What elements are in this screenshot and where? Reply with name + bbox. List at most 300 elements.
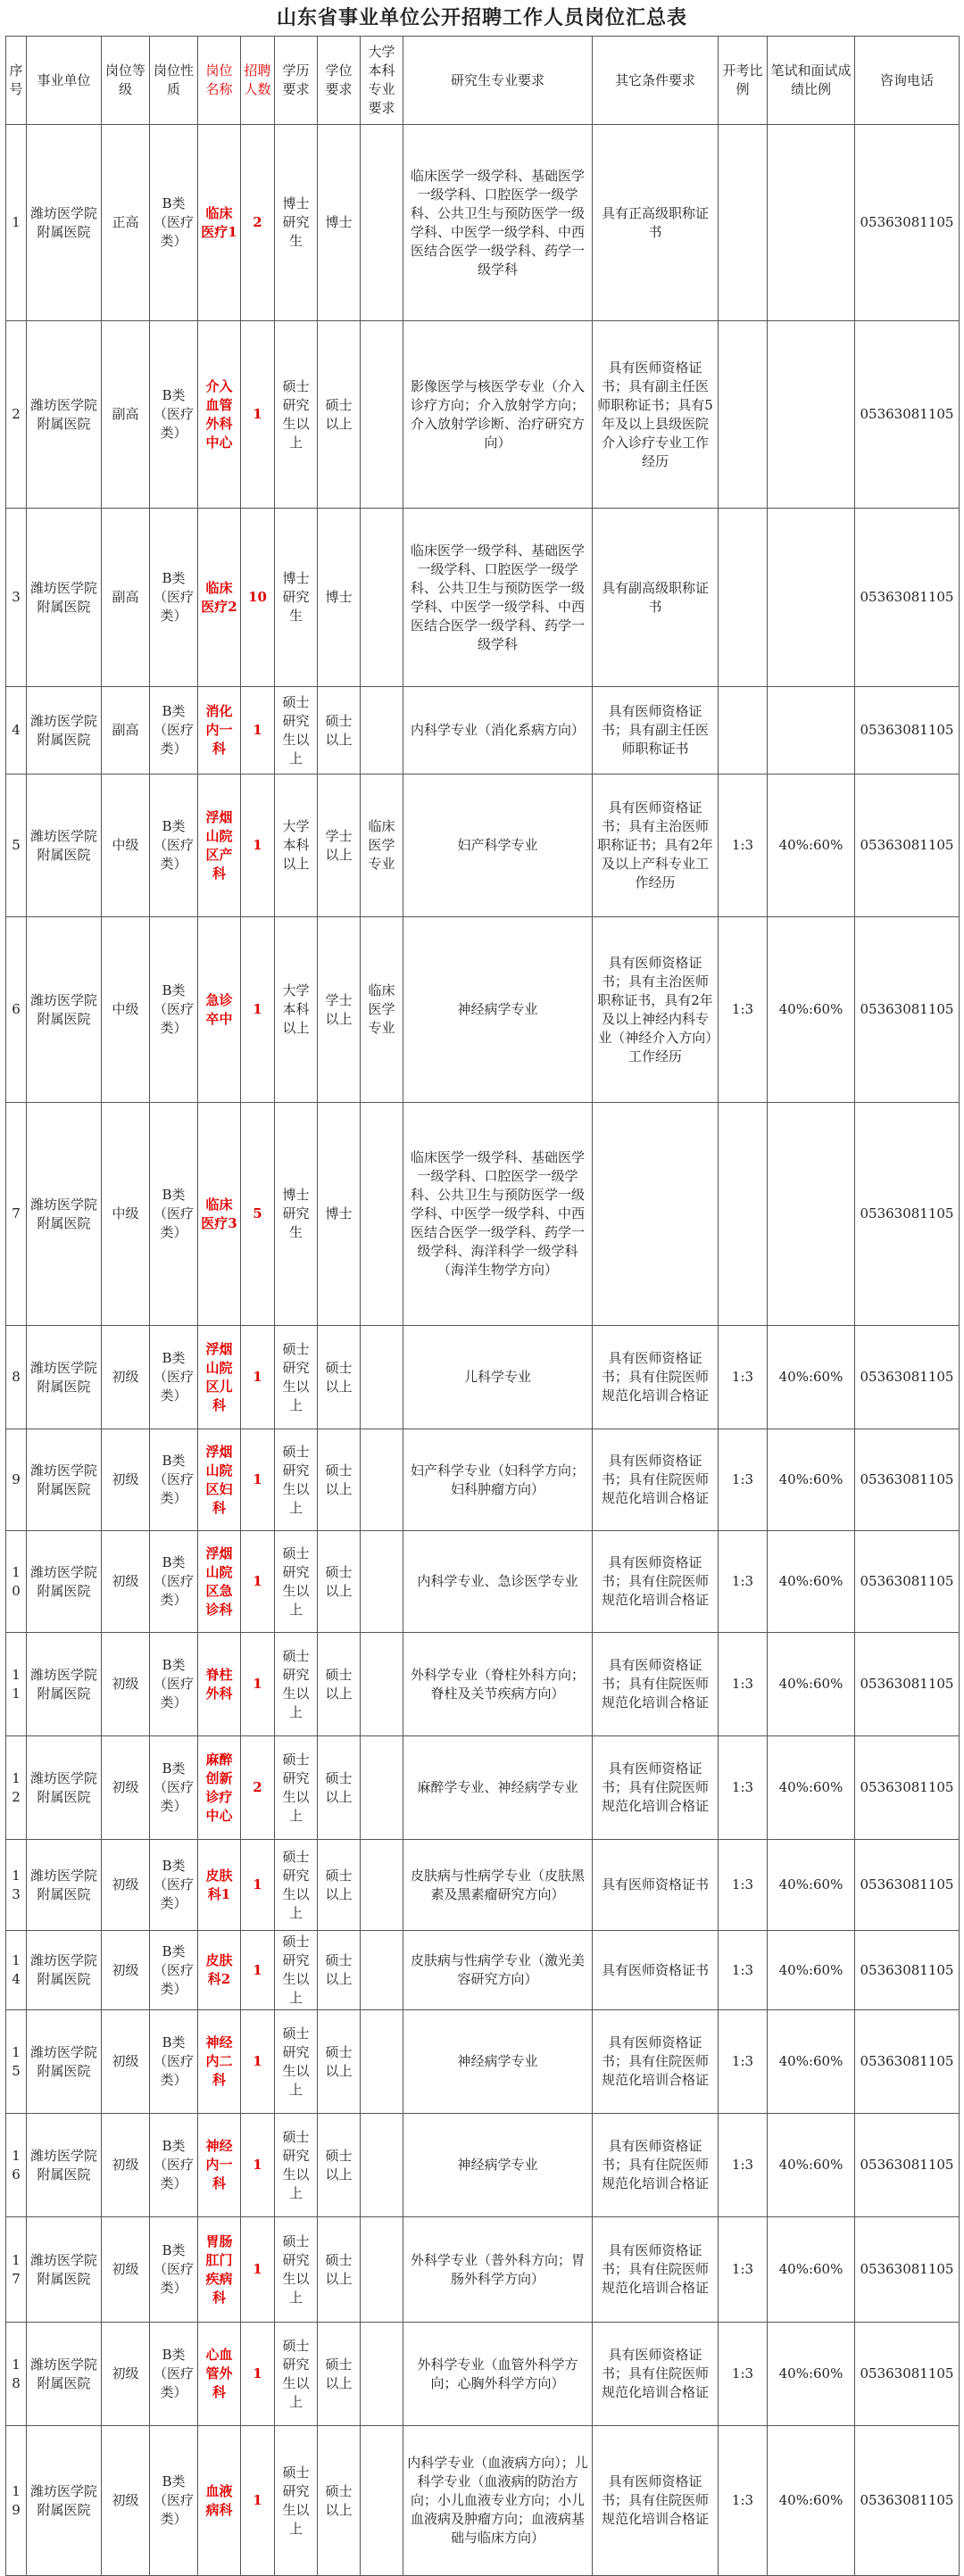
cell-phone: 05363081105 [855, 774, 960, 917]
cell-seq: 17 [6, 2217, 27, 2323]
cell-weight: 40%:60% [768, 2323, 855, 2426]
cell-other: 具有医师资格证书 [593, 1840, 719, 1931]
cell-level: 初级 [102, 2010, 150, 2114]
cell-weight: 40%:60% [768, 917, 855, 1103]
table-row [6, 1633, 960, 1736]
cell-edu: 硕士研究生以上 [275, 1429, 318, 1531]
cell-undergrad [361, 1931, 403, 2010]
cell-num: 1 [241, 917, 275, 1103]
cell-other: 具有医师资格证书；具有住院医师规范化培训合格证 [593, 1326, 719, 1429]
table-row [6, 687, 960, 774]
cell-edu: 硕士研究生以上 [275, 2114, 318, 2217]
cell-edu: 博士研究生 [275, 125, 318, 321]
cell-weight: 40%:60% [768, 1840, 855, 1931]
cell-nature: B类（医疗类） [150, 1103, 198, 1326]
cell-phone: 05363081105 [855, 2010, 960, 2114]
cell-seq: 9 [6, 1429, 27, 1531]
cell-seq: 1 [6, 125, 27, 321]
cell-undergrad [361, 125, 403, 321]
cell-post: 脊柱外科 [198, 1633, 241, 1736]
cell-num: 1 [241, 2426, 275, 2576]
cell-seq: 16 [6, 2114, 27, 2217]
cell-unit: 潍坊医学院附属医院 [27, 2217, 102, 2323]
cell-unit: 潍坊医学院附属医院 [27, 1931, 102, 2010]
cell-phone: 05363081105 [855, 2323, 960, 2426]
cell-level: 初级 [102, 2114, 150, 2217]
cell-deg: 学士以上 [318, 774, 361, 917]
cell-num: 2 [241, 125, 275, 321]
cell-grad: 麻醉学专业、神经病学专业 [403, 1736, 593, 1840]
cell-level: 副高 [102, 509, 150, 687]
cell-grad: 临床医学一级学科、基础医学一级学科、口腔医学一级学科、公共卫生与预防医学一级学科、中医学一级学科、中西医结合医学一级学科、药学一级学科 [403, 509, 593, 687]
cell-nature: B类（医疗类） [150, 2323, 198, 2426]
cell-phone: 05363081105 [855, 2426, 960, 2576]
cell-nature: B类（医疗类） [150, 1931, 198, 2010]
cell-level: 初级 [102, 1840, 150, 1931]
cell-post: 心血管外科 [198, 2323, 241, 2426]
cell-undergrad [361, 687, 403, 774]
cell-seq: 10 [6, 1531, 27, 1633]
table-row [6, 2217, 960, 2323]
cell-deg: 博士 [318, 509, 361, 687]
cell-weight: 40%:60% [768, 1736, 855, 1840]
cell-seq: 5 [6, 774, 27, 917]
cell-level: 中级 [102, 917, 150, 1103]
cell-level: 初级 [102, 2217, 150, 2323]
cell-level: 初级 [102, 1736, 150, 1840]
cell-num: 1 [241, 1840, 275, 1931]
cell-ratio [719, 125, 768, 321]
header-grad: 研究生专业要求 [403, 37, 593, 125]
table-row [6, 1326, 960, 1429]
cell-grad: 神经病学专业 [403, 917, 593, 1103]
cell-other: 具有医师资格证书；具有住院医师规范化培训合格证 [593, 2323, 719, 2426]
table-row [6, 321, 960, 509]
cell-nature: B类（医疗类） [150, 917, 198, 1103]
cell-grad: 儿科学专业 [403, 1326, 593, 1429]
cell-undergrad [361, 1103, 403, 1326]
cell-unit: 潍坊医学院附属医院 [27, 509, 102, 687]
cell-weight [768, 321, 855, 509]
cell-undergrad [361, 1326, 403, 1429]
cell-nature: B类（医疗类） [150, 1633, 198, 1736]
cell-phone: 05363081105 [855, 1931, 960, 2010]
cell-seq: 12 [6, 1736, 27, 1840]
cell-edu: 硕士研究生以上 [275, 1326, 318, 1429]
header-unit: 事业单位 [27, 37, 102, 125]
table-row [6, 2010, 960, 2114]
cell-phone: 05363081105 [855, 1633, 960, 1736]
cell-other: 具有医师资格证书；具有住院医师规范化培训合格证 [593, 2217, 719, 2323]
cell-seq: 8 [6, 1326, 27, 1429]
cell-deg: 硕士以上 [318, 1633, 361, 1736]
cell-other: 具有正高级职称证书 [593, 125, 719, 321]
cell-grad: 皮肤病与性病学专业（皮肤黑素及黑素瘤研究方向） [403, 1840, 593, 1931]
cell-seq: 6 [6, 917, 27, 1103]
cell-ratio: 1:3 [719, 1326, 768, 1429]
cell-seq: 18 [6, 2323, 27, 2426]
cell-other: 具有医师资格证书 [593, 1931, 719, 2010]
cell-edu: 硕士研究生以上 [275, 321, 318, 509]
cell-unit: 潍坊医学院附属医院 [27, 1736, 102, 1840]
cell-undergrad [361, 1429, 403, 1531]
document-title: 山东省事业单位公开招聘工作人员岗位汇总表 [276, 6, 687, 29]
table-row [6, 1840, 960, 1931]
cell-nature: B类（医疗类） [150, 2010, 198, 2114]
cell-post: 血液病科 [198, 2426, 241, 2576]
cell-other: 具有医师资格证书；具有住院医师规范化培训合格证 [593, 1736, 719, 1840]
cell-post: 神经内一科 [198, 2114, 241, 2217]
cell-post: 胃肠肛门疾病科 [198, 2217, 241, 2323]
table-row [6, 1103, 960, 1326]
cell-level: 初级 [102, 1931, 150, 2010]
cell-phone: 05363081105 [855, 1840, 960, 1931]
cell-seq: 14 [6, 1931, 27, 2010]
cell-phone: 05363081105 [855, 2114, 960, 2217]
cell-undergrad [361, 1840, 403, 1931]
cell-grad: 神经病学专业 [403, 2114, 593, 2217]
cell-edu: 博士研究生 [275, 509, 318, 687]
cell-edu: 硕士研究生以上 [275, 687, 318, 774]
table-row [6, 917, 960, 1103]
cell-deg: 硕士以上 [318, 2426, 361, 2576]
cell-level: 中级 [102, 1103, 150, 1326]
table-row [6, 1736, 960, 1840]
cell-unit: 潍坊医学院附属医院 [27, 1633, 102, 1736]
cell-nature: B类（医疗类） [150, 1531, 198, 1633]
cell-post: 麻醉创新诊疗中心 [198, 1736, 241, 1840]
cell-phone: 05363081105 [855, 1531, 960, 1633]
cell-other: 具有医师资格证书；具有住院医师规范化培训合格证 [593, 2426, 719, 2576]
cell-other: 具有医师资格证书；具有副主任医师职称证书；具有5年及以上县级医院介入诊疗专业工作经历 [593, 321, 719, 509]
cell-weight: 40%:60% [768, 1531, 855, 1633]
table-row [6, 2426, 960, 2576]
cell-deg: 硕士以上 [318, 1840, 361, 1931]
cell-nature: B类（医疗类） [150, 2114, 198, 2217]
cell-deg: 硕士以上 [318, 2010, 361, 2114]
cell-level: 初级 [102, 1429, 150, 1531]
cell-seq: 13 [6, 1840, 27, 1931]
cell-unit: 潍坊医学院附属医院 [27, 1840, 102, 1931]
cell-other: 具有医师资格证书；具有住院医师规范化培训合格证 [593, 2010, 719, 2114]
cell-seq: 11 [6, 1633, 27, 1736]
header-other: 其它条件要求 [593, 37, 719, 125]
positions-table [5, 36, 960, 2576]
cell-level: 副高 [102, 687, 150, 774]
cell-edu: 硕士研究生以上 [275, 1736, 318, 1840]
header-seq: 序号 [6, 37, 27, 125]
cell-weight: 40%:60% [768, 1429, 855, 1531]
cell-post: 皮肤科1 [198, 1840, 241, 1931]
cell-undergrad [361, 509, 403, 687]
cell-num: 1 [241, 1633, 275, 1736]
cell-nature: B类（医疗类） [150, 2426, 198, 2576]
cell-seq: 15 [6, 2010, 27, 2114]
cell-grad: 妇产科学专业（妇科学方向；妇科肿瘤方向） [403, 1429, 593, 1531]
cell-phone: 05363081105 [855, 687, 960, 774]
cell-grad: 内科学专业（消化系病方向） [403, 687, 593, 774]
cell-other: 具有医师资格证书；具有主治医师职称证书，具有2年及以上神经内科专业（神经介入方向）工作经历 [593, 917, 719, 1103]
cell-ratio: 1:3 [719, 2217, 768, 2323]
cell-seq: 2 [6, 321, 27, 509]
cell-edu: 硕士研究生以上 [275, 1840, 318, 1931]
cell-deg: 博士 [318, 125, 361, 321]
cell-unit: 潍坊医学院附属医院 [27, 2010, 102, 2114]
table-row [6, 509, 960, 687]
cell-level: 初级 [102, 1633, 150, 1736]
cell-deg: 硕士以上 [318, 1931, 361, 2010]
cell-ratio: 1:3 [719, 2010, 768, 2114]
cell-weight: 40%:60% [768, 2114, 855, 2217]
header-nature: 岗位性质 [150, 37, 198, 125]
cell-level: 初级 [102, 1531, 150, 1633]
cell-nature: B类（医疗类） [150, 1429, 198, 1531]
cell-unit: 潍坊医学院附属医院 [27, 1429, 102, 1531]
cell-seq: 7 [6, 1103, 27, 1326]
cell-undergrad [361, 1531, 403, 1633]
header-undergrad: 大学本科专业要求 [361, 37, 403, 125]
cell-weight [768, 687, 855, 774]
cell-other: 具有医师资格证书；具有住院医师规范化培训合格证 [593, 2114, 719, 2217]
cell-unit: 潍坊医学院附属医院 [27, 125, 102, 321]
cell-ratio: 1:3 [719, 2323, 768, 2426]
cell-undergrad [361, 2010, 403, 2114]
cell-grad: 神经病学专业 [403, 2010, 593, 2114]
cell-num: 1 [241, 1326, 275, 1429]
cell-level: 初级 [102, 2323, 150, 2426]
cell-grad: 妇产科学专业 [403, 774, 593, 917]
cell-num: 1 [241, 2323, 275, 2426]
cell-undergrad [361, 321, 403, 509]
cell-undergrad [361, 2217, 403, 2323]
cell-nature: B类（医疗类） [150, 1840, 198, 1931]
cell-deg: 硕士以上 [318, 1736, 361, 1840]
cell-unit: 潍坊医学院附属医院 [27, 1531, 102, 1633]
table-body [6, 125, 960, 2576]
cell-phone: 05363081105 [855, 2217, 960, 2323]
cell-ratio [719, 687, 768, 774]
cell-edu: 硕士研究生以上 [275, 1931, 318, 2010]
cell-weight [768, 125, 855, 321]
cell-seq: 4 [6, 687, 27, 774]
cell-num: 1 [241, 1931, 275, 2010]
header-edu: 学历要求 [275, 37, 318, 125]
cell-undergrad [361, 2426, 403, 2576]
cell-ratio [719, 509, 768, 687]
cell-num: 1 [241, 2010, 275, 2114]
cell-ratio: 1:3 [719, 1840, 768, 1931]
cell-weight: 40%:60% [768, 1633, 855, 1736]
cell-post: 临床医疗3 [198, 1103, 241, 1326]
cell-unit: 潍坊医学院附属医院 [27, 917, 102, 1103]
cell-edu: 博士研究生 [275, 1103, 318, 1326]
cell-post: 急诊卒中 [198, 917, 241, 1103]
cell-other [593, 1103, 719, 1326]
cell-post: 浮烟山院区妇科 [198, 1429, 241, 1531]
cell-grad: 临床医学一级学科、基础医学一级学科、口腔医学一级学科、公共卫生与预防医学一级学科、中医学一级学科、中西医结合医学一级学科、药学一级学科 [403, 125, 593, 321]
cell-edu: 大学本科以上 [275, 917, 318, 1103]
cell-unit: 潍坊医学院附属医院 [27, 1326, 102, 1429]
cell-nature: B类（医疗类） [150, 125, 198, 321]
cell-nature: B类（医疗类） [150, 687, 198, 774]
cell-phone: 05363081105 [855, 509, 960, 687]
cell-edu: 硕士研究生以上 [275, 2217, 318, 2323]
header-post: 岗位名称 [198, 37, 241, 125]
cell-unit: 潍坊医学院附属医院 [27, 2426, 102, 2576]
cell-grad: 临床医学一级学科、基础医学一级学科、口腔医学一级学科、公共卫生与预防医学一级学科、中医学一级学科、中西医结合医学一级学科、药学一级学科、海洋科学一级学科（海洋生物学方向） [403, 1103, 593, 1326]
cell-post: 浮烟山院区急诊科 [198, 1531, 241, 1633]
cell-other: 具有医师资格证书；具有副主任医师职称证书 [593, 687, 719, 774]
cell-weight [768, 509, 855, 687]
cell-unit: 潍坊医学院附属医院 [27, 2323, 102, 2426]
cell-num: 1 [241, 774, 275, 917]
cell-grad: 内科学专业（血液病方向）；儿科学专业（血液病的防治方向；小儿血液专业方向；小儿血液病及肿瘤方向；血液病基础与临床方向） [403, 2426, 593, 2576]
cell-ratio: 1:3 [719, 1531, 768, 1633]
cell-post: 浮烟山院区产科 [198, 774, 241, 917]
cell-other: 具有医师资格证书；具有住院医师规范化培训合格证 [593, 1531, 719, 1633]
cell-num: 5 [241, 1103, 275, 1326]
cell-grad: 内科学专业、急诊医学专业 [403, 1531, 593, 1633]
header-phone: 咨询电话 [855, 37, 960, 125]
cell-undergrad [361, 2114, 403, 2217]
table-row [6, 2323, 960, 2426]
cell-other: 具有医师资格证书；具有住院医师规范化培训合格证 [593, 1429, 719, 1531]
cell-nature: B类（医疗类） [150, 774, 198, 917]
cell-num: 1 [241, 2114, 275, 2217]
cell-edu: 硕士研究生以上 [275, 2323, 318, 2426]
cell-nature: B类（医疗类） [150, 1736, 198, 1840]
cell-num: 10 [241, 509, 275, 687]
cell-weight: 40%:60% [768, 2426, 855, 2576]
cell-post: 消化内一科 [198, 687, 241, 774]
table-row [6, 125, 960, 321]
cell-ratio: 1:3 [719, 1429, 768, 1531]
header-num: 招聘人数 [241, 37, 275, 125]
cell-phone: 05363081105 [855, 125, 960, 321]
cell-deg: 学士以上 [318, 917, 361, 1103]
cell-phone: 05363081105 [855, 1103, 960, 1326]
cell-ratio: 1:3 [719, 1931, 768, 2010]
cell-ratio: 1:3 [719, 774, 768, 917]
cell-weight: 40%:60% [768, 2217, 855, 2323]
cell-phone: 05363081105 [855, 1326, 960, 1429]
cell-undergrad [361, 1633, 403, 1736]
cell-ratio [719, 1103, 768, 1326]
cell-deg: 硕士以上 [318, 1531, 361, 1633]
cell-deg: 硕士以上 [318, 321, 361, 509]
cell-edu: 硕士研究生以上 [275, 2010, 318, 2114]
cell-post: 临床医疗2 [198, 509, 241, 687]
cell-deg: 硕士以上 [318, 2323, 361, 2426]
table-row [6, 1531, 960, 1633]
cell-grad: 影像医学与核医学专业（介入诊疗方向；介入放射学方向；介入放射学诊断、治疗研究方向） [403, 321, 593, 509]
cell-ratio: 1:3 [719, 1633, 768, 1736]
cell-post: 神经内二科 [198, 2010, 241, 2114]
cell-ratio: 1:3 [719, 2114, 768, 2217]
cell-phone: 05363081105 [855, 1429, 960, 1531]
cell-post: 临床医疗1 [198, 125, 241, 321]
cell-unit: 潍坊医学院附属医院 [27, 687, 102, 774]
cell-grad: 皮肤病与性病学专业（激光美容研究方向） [403, 1931, 593, 2010]
cell-level: 中级 [102, 774, 150, 917]
cell-grad: 外科学专业（血管外科学方向；心胸外科学方向） [403, 2323, 593, 2426]
cell-deg: 硕士以上 [318, 2114, 361, 2217]
cell-nature: B类（医疗类） [150, 321, 198, 509]
cell-num: 1 [241, 2217, 275, 2323]
cell-undergrad [361, 2323, 403, 2426]
cell-post: 浮烟山院区儿科 [198, 1326, 241, 1429]
cell-undergrad: 临床医学专业 [361, 774, 403, 917]
cell-ratio: 1:3 [719, 1736, 768, 1840]
cell-weight: 40%:60% [768, 774, 855, 917]
cell-weight: 40%:60% [768, 1931, 855, 2010]
cell-undergrad: 临床医学专业 [361, 917, 403, 1103]
cell-other: 具有副高级职称证书 [593, 509, 719, 687]
cell-level: 正高 [102, 125, 150, 321]
cell-phone: 05363081105 [855, 321, 960, 509]
cell-unit: 潍坊医学院附属医院 [27, 321, 102, 509]
cell-deg: 硕士以上 [318, 1429, 361, 1531]
cell-nature: B类（医疗类） [150, 2217, 198, 2323]
cell-seq: 19 [6, 2426, 27, 2576]
table-row [6, 1931, 960, 2010]
cell-weight: 40%:60% [768, 1326, 855, 1429]
table-row [6, 2114, 960, 2217]
header-row [6, 37, 960, 125]
cell-num: 1 [241, 321, 275, 509]
cell-unit: 潍坊医学院附属医院 [27, 774, 102, 917]
cell-edu: 硕士研究生以上 [275, 1531, 318, 1633]
cell-deg: 硕士以上 [318, 2217, 361, 2323]
cell-level: 副高 [102, 321, 150, 509]
cell-num: 2 [241, 1736, 275, 1840]
cell-weight: 40%:60% [768, 2010, 855, 2114]
cell-unit: 潍坊医学院附属医院 [27, 2114, 102, 2217]
cell-edu: 硕士研究生以上 [275, 1633, 318, 1736]
cell-edu: 大学本科以上 [275, 774, 318, 917]
cell-nature: B类（医疗类） [150, 1326, 198, 1429]
cell-num: 1 [241, 1429, 275, 1531]
cell-unit: 潍坊医学院附属医院 [27, 1103, 102, 1326]
cell-level: 初级 [102, 2426, 150, 2576]
cell-edu: 硕士研究生以上 [275, 2426, 318, 2576]
cell-grad: 外科学专业（普外科方向；胃肠外科学方向） [403, 2217, 593, 2323]
cell-num: 1 [241, 687, 275, 774]
cell-ratio [719, 321, 768, 509]
table-row [6, 774, 960, 917]
cell-num: 1 [241, 1531, 275, 1633]
cell-deg: 硕士以上 [318, 1326, 361, 1429]
cell-seq: 3 [6, 509, 27, 687]
cell-post: 皮肤科2 [198, 1931, 241, 2010]
cell-other: 具有医师资格证书；具有主治医师职称证书；具有2年及以上产科专业工作经历 [593, 774, 719, 917]
cell-weight [768, 1103, 855, 1326]
cell-level: 初级 [102, 1326, 150, 1429]
cell-post: 介入血管外科中心 [198, 321, 241, 509]
cell-phone: 05363081105 [855, 917, 960, 1103]
cell-phone: 05363081105 [855, 1736, 960, 1840]
cell-other: 具有医师资格证书；具有住院医师规范化培训合格证 [593, 1633, 719, 1736]
cell-ratio: 1:3 [719, 2426, 768, 2576]
table-row [6, 1429, 960, 1531]
cell-undergrad [361, 1736, 403, 1840]
header-ratio: 开考比例 [719, 37, 768, 125]
cell-nature: B类（医疗类） [150, 509, 198, 687]
cell-deg: 博士 [318, 1103, 361, 1326]
cell-ratio: 1:3 [719, 917, 768, 1103]
cell-deg: 硕士以上 [318, 687, 361, 774]
header-deg: 学位要求 [318, 37, 361, 125]
